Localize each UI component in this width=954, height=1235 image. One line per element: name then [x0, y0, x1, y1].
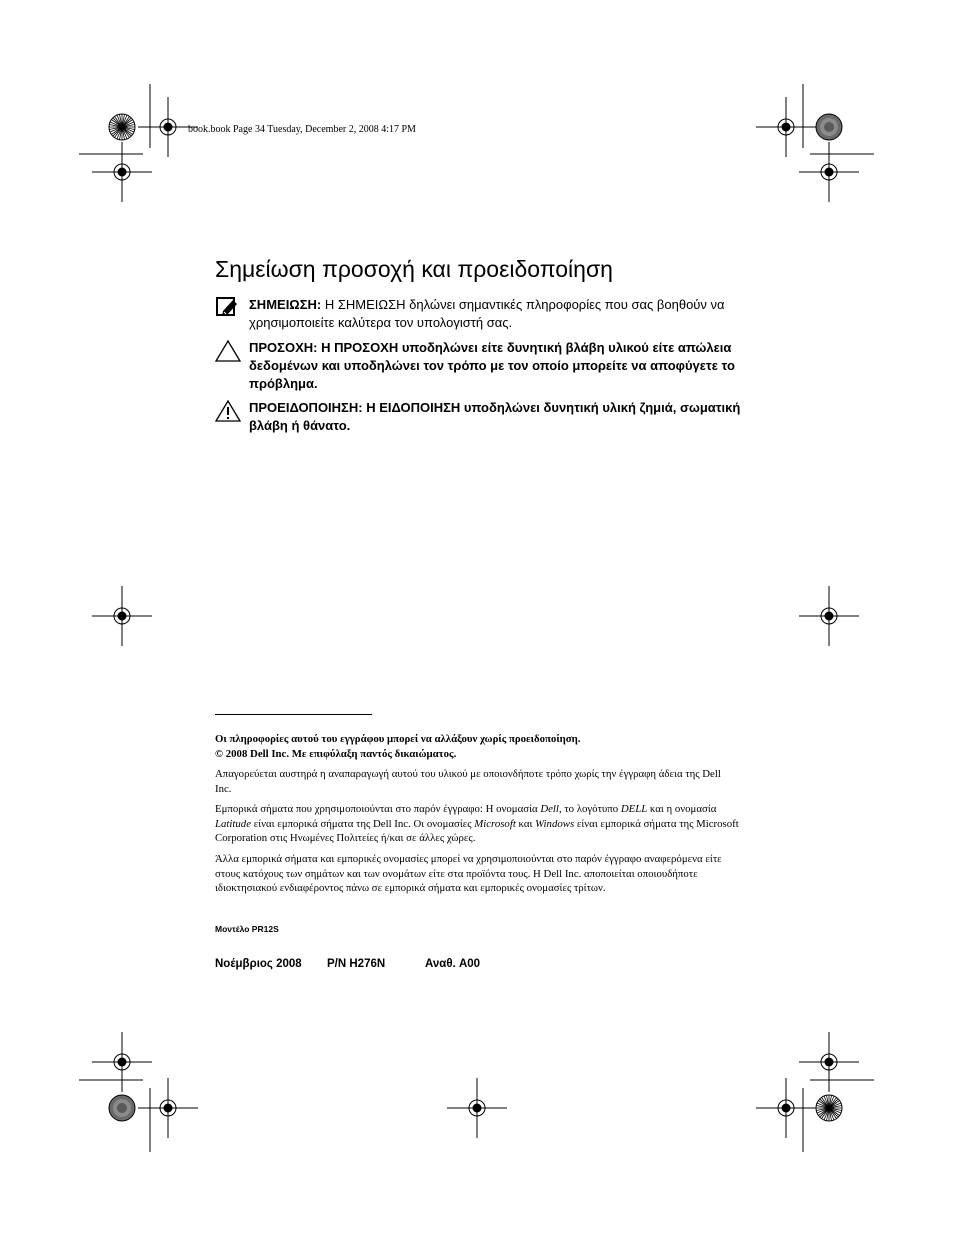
warning-lead: ΠΡΟΕΙΔΟΠΟΙΗΣΗ: — [249, 400, 363, 415]
note-lead: ΣΗΜΕΙΩΣΗ: — [249, 297, 322, 312]
change-notice-line: Οι πληροφορίες αυτού του εγγράφου μπορεί να αλλάξουν χωρίς προειδοποίηση. — [215, 733, 581, 745]
trademark-dell-logo: DELL — [620, 803, 648, 815]
reproduction-text: Απαγορεύεται αυστηρά η αναπαραγωγή αυτού του υλικού με οποιονδήποτε τρόπο χωρίς την έγγραφη άδεια της Dell Inc. — [215, 768, 721, 795]
warning-body: Η ΕΙΔΟΠΟΙΗΣΗ υποδηλώνει δυνητική υλική ζημιά, σωματική βλάβη ή θάνατο. — [249, 400, 741, 433]
caution-body: Η ΠΡΟΣΟΧΗ υποδηλώνει είτε δυνητική βλάβη υλικού είτε απώλεια δεδομένων και υποδηλώνει τον τρόπο με τον οποίο μπορείτε να αποφύγετε το πρόβλημα. — [249, 340, 735, 391]
part-number: P/N H276N — [327, 958, 386, 970]
trademarks-paragraph — [215, 802, 740, 846]
caution-lead: ΠΡΟΣΟΧΗ: — [249, 340, 318, 355]
publication-footer — [215, 958, 480, 970]
publication-date: Νοέμβριος 2008 — [215, 958, 302, 970]
note-body: Η ΣΗΜΕΙΩΣΗ δηλώνει σημαντικές πληροφορίες που σας βοηθούν να χρησιμοποιείτε καλύτερα τον υπολογιστή σας. — [249, 297, 725, 330]
model-number: Μοντέλο PR12S — [215, 924, 279, 934]
trademarks-text: και η ονομασία — [647, 803, 717, 815]
warning-exclamation-icon — [215, 399, 241, 423]
page-title: Σημείωση προσοχή και προειδοποίηση — [215, 256, 613, 282]
trademarks-text: είναι εμπορικά σήματα της Microsoft Corporation στις Ηνωμένες Πολιτείες ή/και σε άλλες χώρες. — [215, 817, 739, 844]
caution-notice — [215, 339, 755, 395]
trademarks-text: είναι εμπορικά σήματα της Dell Inc. Οι ονομασίες — [251, 817, 475, 830]
note-pencil-icon — [215, 296, 241, 320]
trademark-microsoft: Microsoft — [474, 817, 516, 830]
revision: Αναθ. A00 — [425, 958, 481, 970]
change-notice — [215, 732, 740, 761]
other-trademarks-paragraph — [215, 852, 740, 896]
trademark-windows: Windows — [535, 817, 575, 830]
note-notice — [215, 296, 755, 336]
trademark-dell: Dell — [540, 803, 559, 815]
trademarks-text: Εμπορικά σήματα που χρησιμοποιούνται στο παρόν έγγραφο: Η ονομασία — [215, 803, 541, 815]
trademarks-text: και — [515, 817, 536, 830]
footnote-rule — [215, 714, 372, 715]
copyright-line: © 2008 Dell Inc. Με επιφύλαξη παντός δικαιώματος. — [215, 747, 457, 760]
warning-notice — [215, 399, 755, 439]
caution-triangle-icon — [215, 339, 241, 363]
trademark-latitude: Latitude — [215, 817, 251, 830]
trademarks-text: , το λογότυπο — [558, 803, 621, 815]
other-trademarks-text: Άλλα εμπορικά σήματα και εμπορικές ονομασίες μπορεί να χρησιμοποιούνται στο παρόν έγγραφο αναφερόμενα είτε στους κατόχους των σημάτων και των ονομάτων είτε στα προϊόντα τους. Η Dell Inc. αποποιείται οποιουδήποτε ιδιοκτησιακού ενδιαφέροντος πάνω σε εμπορικά σήματα και εμπορικές ονομασίες τρίτων. — [215, 853, 722, 894]
reproduction-paragraph — [215, 767, 740, 796]
running-head: book.book Page 34 Tuesday, December 2, 2008 4:17 PM — [188, 124, 416, 135]
